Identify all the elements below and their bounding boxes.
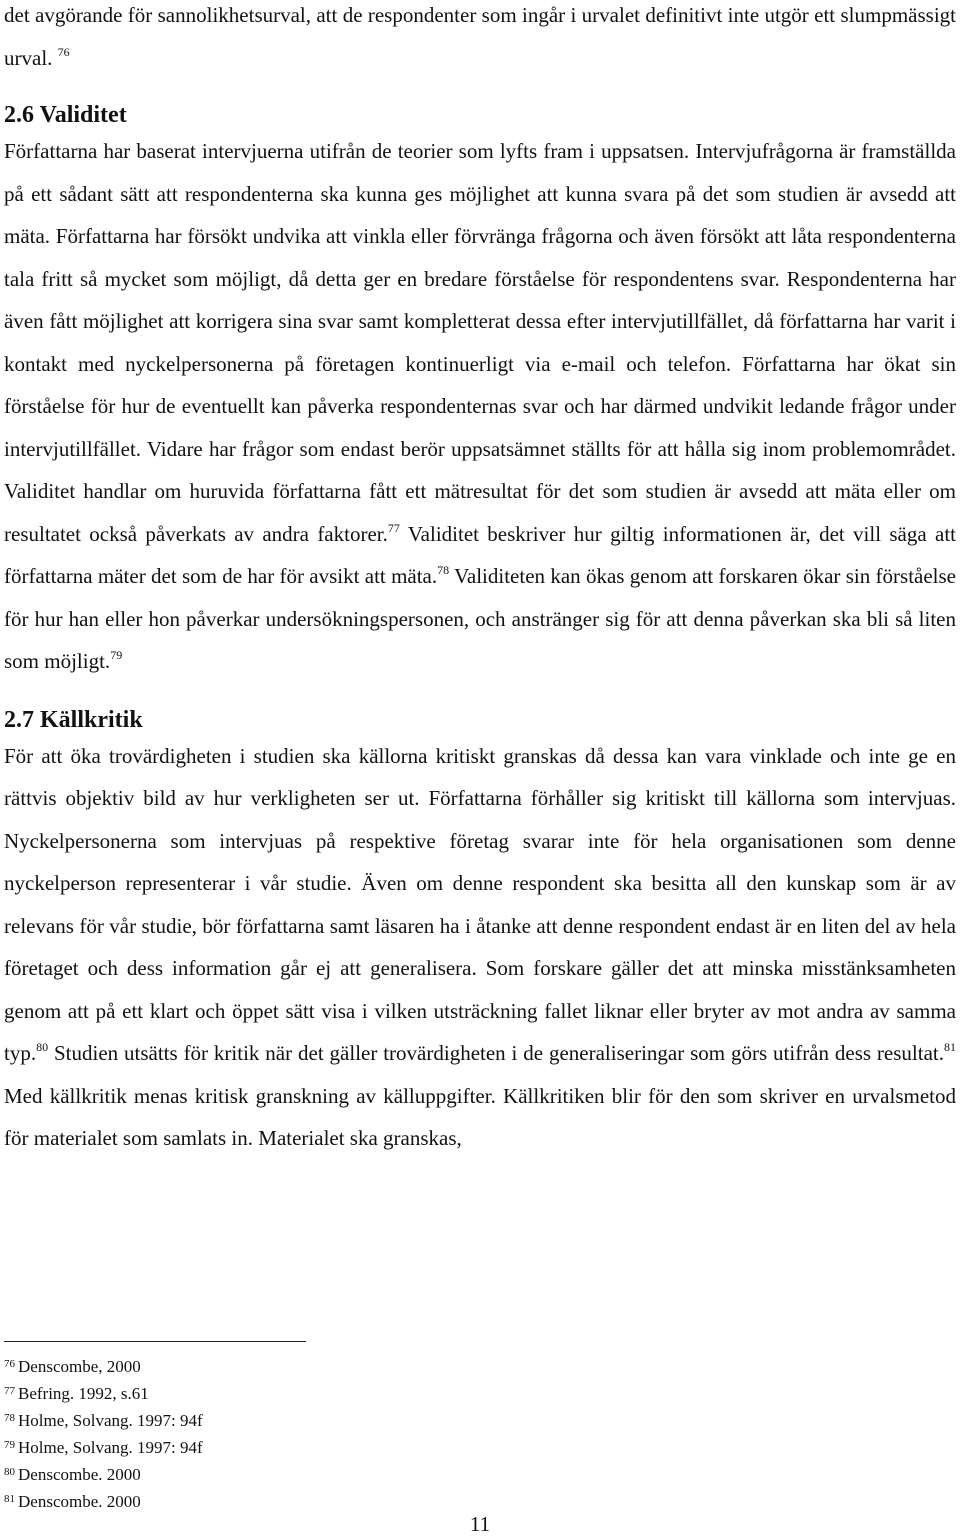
intro-paragraph <box>4 0 956 79</box>
footnote-79 <box>4 1433 203 1460</box>
document-page <box>4 0 956 1160</box>
footnote-number: 78 <box>4 1412 15 1424</box>
footnote-76 <box>4 1352 203 1379</box>
footnote-78 <box>4 1406 203 1433</box>
footnote-text: Denscombe. 2000 <box>18 1492 141 1511</box>
section-heading-validitet: 2.6 Validitet <box>4 102 127 128</box>
kallkritik-paragraph <box>4 735 956 1160</box>
footnote-separator <box>4 1341 306 1342</box>
footnote-number: 76 <box>4 1358 15 1370</box>
footnote-ref-77: 77 <box>387 520 400 535</box>
validitet-paragraph <box>4 130 956 683</box>
footnote-ref-79: 79 <box>110 648 123 662</box>
footnote-77 <box>4 1379 203 1406</box>
footnote-81 <box>4 1487 203 1514</box>
kallkritik-text-3: Med källkritik menas kritisk granskning av källuppgifter. Källkritiken blir för den som skriver en urvalsmetod för materialet som samlats in. Materialet ska granskas, <box>4 1083 956 1150</box>
validitet-text-2: Validitet beskriver hur giltig informationen är, det vill säga att författarna mäter det som de har för avsikt att mäta. <box>4 521 957 588</box>
footnote-ref-81: 81 <box>944 1040 956 1054</box>
footnote-ref-78: 78 <box>437 563 450 577</box>
footnote-number: 81 <box>4 1493 15 1505</box>
section-heading-kallkritik: 2.7 Källkritik <box>4 706 143 733</box>
validitet-text-1: Författarna har baserat intervjuerna utifrån de teorier som lyfts fram i uppsatsen. Intervjufrågorna är framställda på ett sådant sätt att respondenterna ska kunna ges möjlighet att kunna svara på det som studien är avsedd att mäta. Författarna har försökt undvika att vinkla eller förvränga frågorna och även försökt att låta respondenterna tala fritt så mycket som möjligt, då detta ger en bredare förståelse för respondentens svar. Respondenterna har även fått möjlighet att korrigera sina svar samt kompletterat dessa efter intervjutillfället, då författarna har varit i kontakt med nyckelpersonerna på företagen kontinuerligt via e-mail och telefon. Författarna har ökat sin förståelse för hur de eventuellt kan påverka respondenternas svar och har därmed undvikit ledande frågor under intervjutillfället. Vidare har frågor som endast berör uppsatsämnet ställts för att hålla sig inom problemområdet. Validitet handlar om huruvida författarna fått ett mätresultat för det som studien är avsedd att mäta eller om resultatet också påverkats av andra faktorer. <box>4 139 956 546</box>
kallkritik-text-1: För att öka trovärdigheten i studien ska källorna kritiskt granskas då dessa kan vara vinklade och inte ge en rättvis objektiv bild av hur verkligheten ser ut. Författarna förhåller sig kritiskt till källorna som intervjuas. Nyckelpersonerna som intervjuas på respektive företag svarar inte för hela organisationen som denne nyckelperson representerar i vår studie. Även om denne respondent ska besitta all den kunskap som är av relevans för vår studie, bör författarna samt läsaren ha i åtanke att denne respondent endast är en liten del av hela företaget och dess information går ej att generalisera. Som forskare gäller det att minska misstänksamheten genom att på ett klart och öppet sätt visa i vilken utsträckning fallet liknar eller bryter av mot andra av samma typ. <box>4 743 956 1065</box>
footnote-ref-76: 76 <box>57 44 70 59</box>
page-number: 11 <box>469 1512 491 1536</box>
intro-text: det avgörande för sannolikhetsurval, att de respondenter som ingår i urvalet definitivt inte utgör ett slumpmässigt urval. <box>4 3 956 70</box>
footnote-text: Holme, Solvang. 1997: 94f <box>18 1438 203 1457</box>
footnote-ref-80: 80 <box>36 1040 49 1054</box>
footnote-number: 79 <box>4 1439 15 1451</box>
validitet-text-3: Validiteten kan ökas genom att forskaren ökar sin förståelse för hur han eller hon påverkar undersökningspersonen, och anstränger sig för att denna påverkan ska bli så liten som möjligt. <box>4 564 956 673</box>
footnote-text: Denscombe, 2000 <box>18 1357 141 1376</box>
footnote-80 <box>4 1460 203 1487</box>
footnote-text: Holme, Solvang. 1997: 94f <box>18 1411 203 1430</box>
footnote-number: 77 <box>4 1385 15 1397</box>
kallkritik-text-2: Studien utsätts för kritik när det gäller trovärdigheten i de generaliseringar som görs utifrån dess resultat. <box>48 1041 944 1065</box>
footnotes <box>4 1352 203 1514</box>
footnote-text: Denscombe. 2000 <box>18 1465 141 1484</box>
footnote-text: Befring. 1992, s.61 <box>18 1384 149 1403</box>
footnote-number: 80 <box>4 1466 15 1478</box>
